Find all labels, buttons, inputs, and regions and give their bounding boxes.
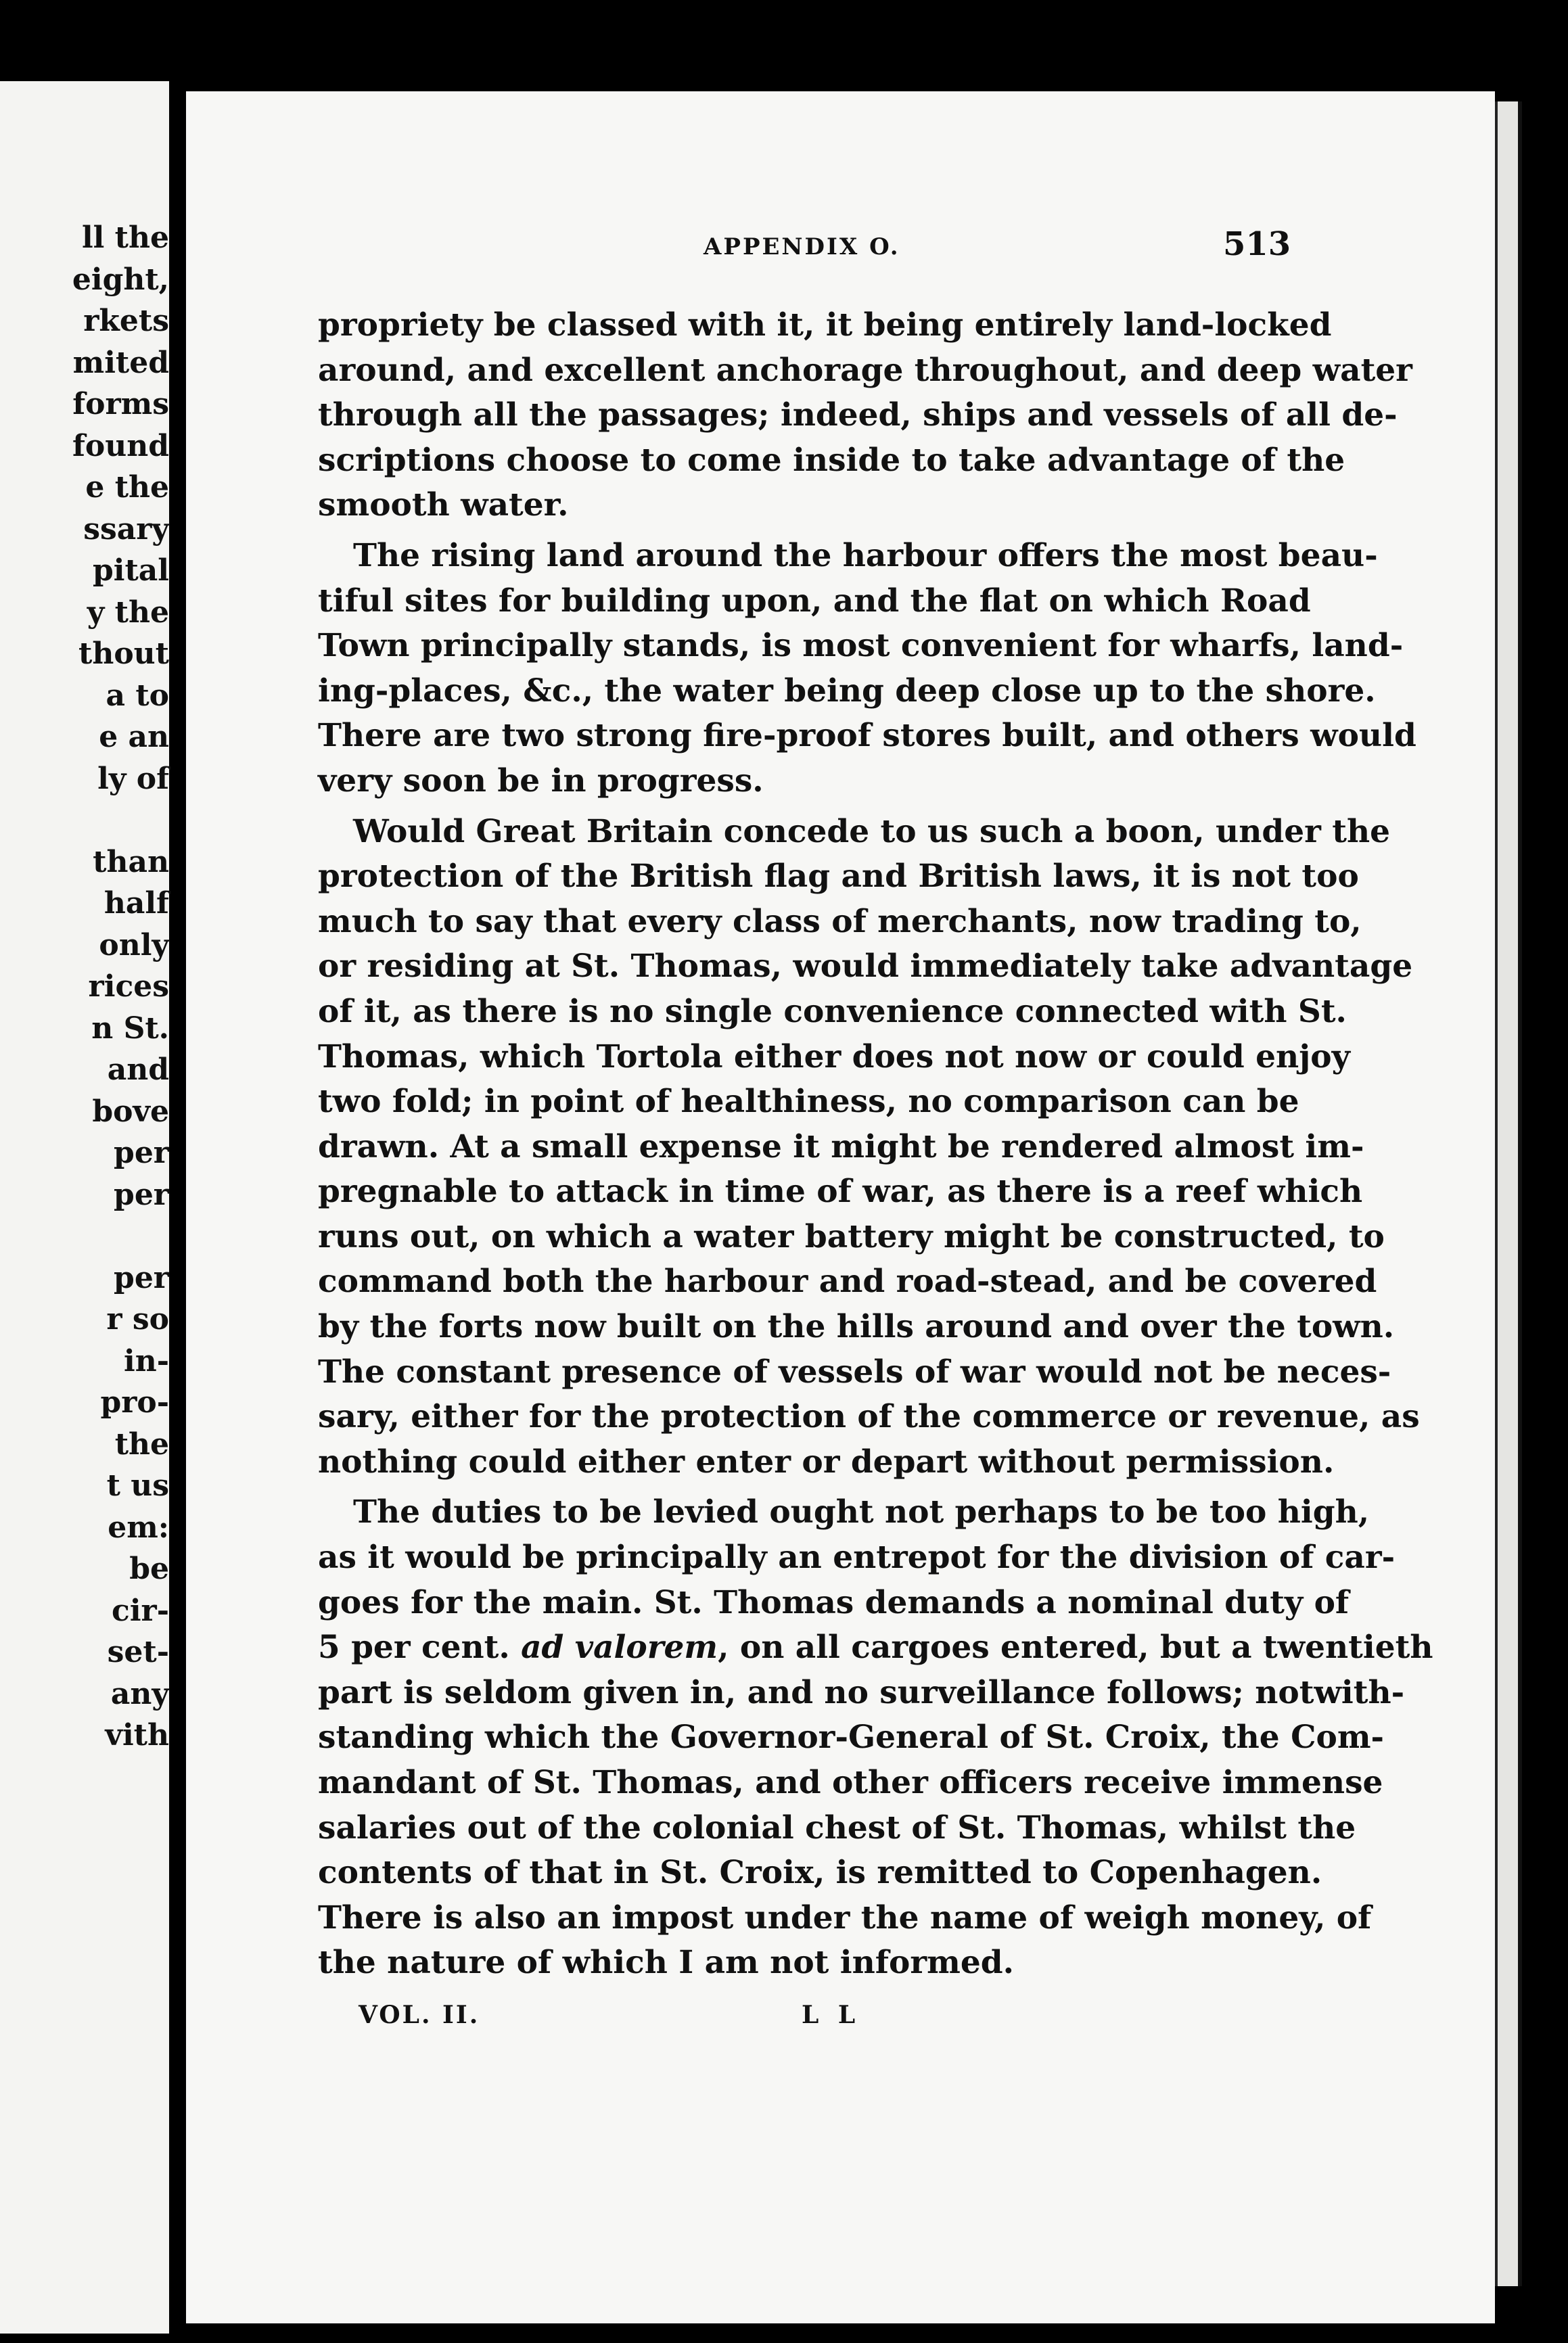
left-page-fragment: eight, xyxy=(72,262,169,297)
text-line: protection of the British flag and British laws, it is not too xyxy=(318,858,1359,896)
text-line: command both the harbour and road-stead, and be covered xyxy=(318,1263,1377,1301)
left-page-fragment: per xyxy=(114,1260,169,1295)
left-page-fragment: per xyxy=(114,1177,169,1212)
text-line: contents of that in St. Croix, is remitted to Copenhagen. xyxy=(318,1854,1322,1892)
text-line: runs out, on which a water battery might be constructed, to xyxy=(318,1217,1385,1255)
page-number: 513 xyxy=(1223,225,1291,263)
text-line: the nature of which I am not informed. xyxy=(318,1944,1014,1982)
text-line: The duties to be levied ought not perhaps to be too high, xyxy=(353,1493,1370,1531)
text-line: ing-places, &c., the water being deep close up to the shore. xyxy=(318,672,1376,710)
text-line: Town principally stands, is most convenient for wharfs, land- xyxy=(318,627,1404,665)
page-edge xyxy=(1495,101,1522,2286)
text-line: tiful sites for building upon, and the flat on which Road xyxy=(318,582,1311,620)
text-line: goes for the main. St. Thomas demands a nominal duty of xyxy=(318,1583,1350,1621)
left-page-fragment: in- xyxy=(124,1343,169,1378)
text-line: nothing could either enter or depart without permission. xyxy=(318,1443,1335,1481)
left-page-fragment: rices xyxy=(88,969,169,1004)
left-page-fragment: half xyxy=(103,886,169,921)
left-page-fragment: rkets xyxy=(83,304,169,338)
text-line: sary, either for the protection of the commerce or revenue, as xyxy=(318,1398,1420,1436)
left-page-fragment: r so xyxy=(106,1302,169,1337)
text-line: very soon be in progress. xyxy=(318,762,764,799)
left-page-fragment: e the xyxy=(85,470,169,505)
left-page-fragment: mited xyxy=(72,345,169,380)
text-line: smooth water. xyxy=(318,486,569,524)
text-line: mandant of St. Thomas, and other officers receive immense xyxy=(318,1764,1383,1801)
paragraph xyxy=(318,303,1412,528)
left-page-fragment: and xyxy=(107,1052,169,1087)
paragraph xyxy=(318,1490,1433,1986)
text-line: Thomas, which Tortola either does not now or could enjoy xyxy=(318,1038,1350,1075)
text-line: 5 per cent. ad valorem, on all cargoes entered, but a twentieth xyxy=(318,1629,1433,1667)
running-title: APPENDIX O. xyxy=(704,233,900,260)
text-line: The constant presence of vessels of war would not be neces- xyxy=(318,1353,1391,1391)
text-line: salaries out of the colonial chest of St. Thomas, whilst the xyxy=(318,1809,1356,1847)
left-page-fragment: cir- xyxy=(112,1593,169,1628)
left-page-fragment: ly of xyxy=(97,761,169,796)
adjacent-left-page xyxy=(0,81,169,2334)
page-body-text xyxy=(318,303,1433,1986)
text-line: drawn. At a small expense it might be rendered almost im- xyxy=(318,1128,1364,1165)
left-page-fragment: pital xyxy=(92,553,169,588)
left-page-fragment: t us xyxy=(106,1468,169,1503)
text-line: propriety be classed with it, it being entirely land-locked xyxy=(318,306,1332,344)
text-line: There are two strong fire-proof stores built, and others would xyxy=(318,717,1416,755)
left-page-fragment: ll the xyxy=(81,221,169,255)
text-line: part is seldom given in, and no surveillance follows; notwith- xyxy=(318,1673,1405,1711)
left-page-fragment: any xyxy=(110,1676,169,1711)
left-page-fragment: found xyxy=(72,428,169,463)
text-line: There is also an impost under the name of weigh money, of xyxy=(318,1899,1372,1936)
text-line: standing which the Governor-General of St. Croix, the Com- xyxy=(318,1719,1385,1757)
left-page-fragment: e an xyxy=(99,720,169,754)
left-page-fragment: only xyxy=(99,927,169,962)
adjacent-page-text-fragments xyxy=(0,81,169,2334)
left-page-fragment: set- xyxy=(107,1635,169,1669)
text-line: around, and excellent anchorage throughout, and deep water xyxy=(318,351,1412,389)
text-line: much to say that every class of merchants, now trading to, xyxy=(318,902,1362,940)
left-page-fragment: a to xyxy=(106,678,169,713)
left-page-fragment: than xyxy=(93,844,169,879)
left-page-fragment: n St. xyxy=(91,1011,169,1046)
left-page-fragment: forms xyxy=(72,387,169,421)
left-page-fragment: y the xyxy=(87,595,169,630)
paragraph xyxy=(318,810,1420,1485)
text-line: The rising land around the harbour offers the most beau- xyxy=(353,536,1378,574)
left-page-fragment: the xyxy=(114,1426,169,1462)
text-line: or residing at St. Thomas, would immediately take advantage xyxy=(318,948,1413,985)
left-page-fragment: per xyxy=(114,1136,169,1170)
left-page-fragment: bove xyxy=(92,1094,169,1129)
text-line: as it would be principally an entrepot for the division of car- xyxy=(318,1539,1396,1577)
text-line: scriptions choose to come inside to take advantage of the xyxy=(318,441,1345,479)
text-line: through all the passages; indeed, ships and vessels of all de- xyxy=(318,396,1398,434)
text-line: pregnable to attack in time of war, as there is a reef which xyxy=(318,1173,1363,1211)
text-line: Would Great Britain concede to us such a boon, under the xyxy=(353,812,1391,850)
left-page-fragment: ssary xyxy=(83,511,169,547)
signature-mark: L L xyxy=(802,2001,861,2029)
text-line: by the forts now built on the hills around and over the town. xyxy=(318,1308,1395,1346)
text-line: two fold; in point of healthiness, no comparison can be xyxy=(318,1083,1299,1121)
italic-phrase: ad valorem xyxy=(521,1629,718,1667)
left-page-fragment: em: xyxy=(108,1510,169,1545)
left-page-fragment: thout xyxy=(78,636,169,671)
left-page-fragment: vith xyxy=(105,1718,169,1753)
text-line: of it, as there is no single convenience connected with St. xyxy=(318,992,1347,1030)
left-page-fragment: pro- xyxy=(100,1385,169,1420)
volume-marker: VOL. II. xyxy=(359,2001,480,2029)
left-page-fragment: be xyxy=(129,1552,169,1586)
paragraph xyxy=(318,534,1416,804)
